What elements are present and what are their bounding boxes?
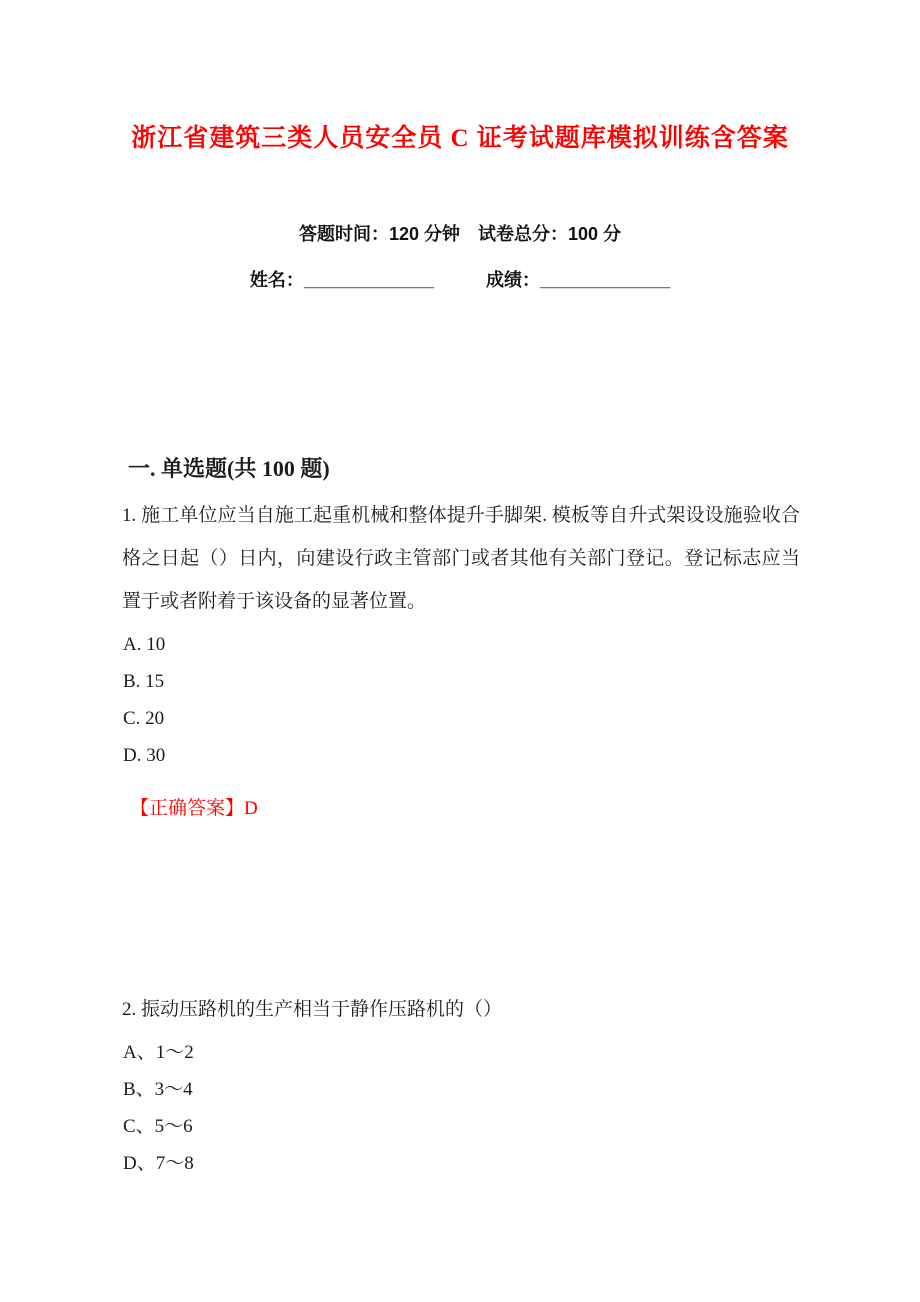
question-1-option-d: D. 30: [123, 745, 166, 766]
score-field: [486, 266, 670, 292]
question-2-option-c: C、5～6: [123, 1116, 193, 1137]
exam-meta-row-name-grade: [0, 266, 920, 292]
correct-answer-value: D: [244, 798, 258, 819]
question-2-options: [123, 1034, 194, 1182]
score-fill-line: _____________: [540, 270, 671, 290]
question-2-option-d: D、7～8: [123, 1153, 194, 1174]
question-2-option-a: A、1～2: [123, 1042, 194, 1063]
question-1-text: 1. 施工单位应当自施工起重机械和整体提升手脚架. 模板等自升式架设设施验收合格之日起（）日内，向建设行政主管部门或者其他有关部门登记。登记标志应当置于或者附着于该设备的显著位置。: [122, 505, 800, 612]
name-label: 姓名：: [249, 270, 304, 290]
exam-meta-row-time-score: [0, 220, 920, 246]
question-2-option-b: B、3～4: [123, 1079, 193, 1100]
score-label: 成绩：: [486, 270, 540, 290]
question-2-text: 2. 振动压路机的生产相当于静作压路机的（）: [122, 999, 503, 1020]
correct-answer-label: 【正确答案】: [130, 798, 245, 819]
question-1-correct-answer: [130, 793, 258, 820]
name-fill-line: _____________: [303, 270, 434, 290]
name-field: [250, 266, 434, 292]
question-1-option-a: A. 10: [123, 634, 166, 655]
exam-duration-label: 答题时间：120 分钟: [298, 224, 460, 244]
exam-total-score-label: 试卷总分：100 分: [478, 224, 622, 244]
section-heading-single-choice: 一. 单选题(共 100 题): [128, 456, 330, 481]
question-1-options: [123, 626, 165, 774]
question-1-option-c: C. 20: [123, 708, 165, 729]
page-title: 浙江省建筑三类人员安全员 C 证考试题库模拟训练含答案: [131, 125, 789, 152]
question-1-option-b: B. 15: [123, 671, 165, 692]
